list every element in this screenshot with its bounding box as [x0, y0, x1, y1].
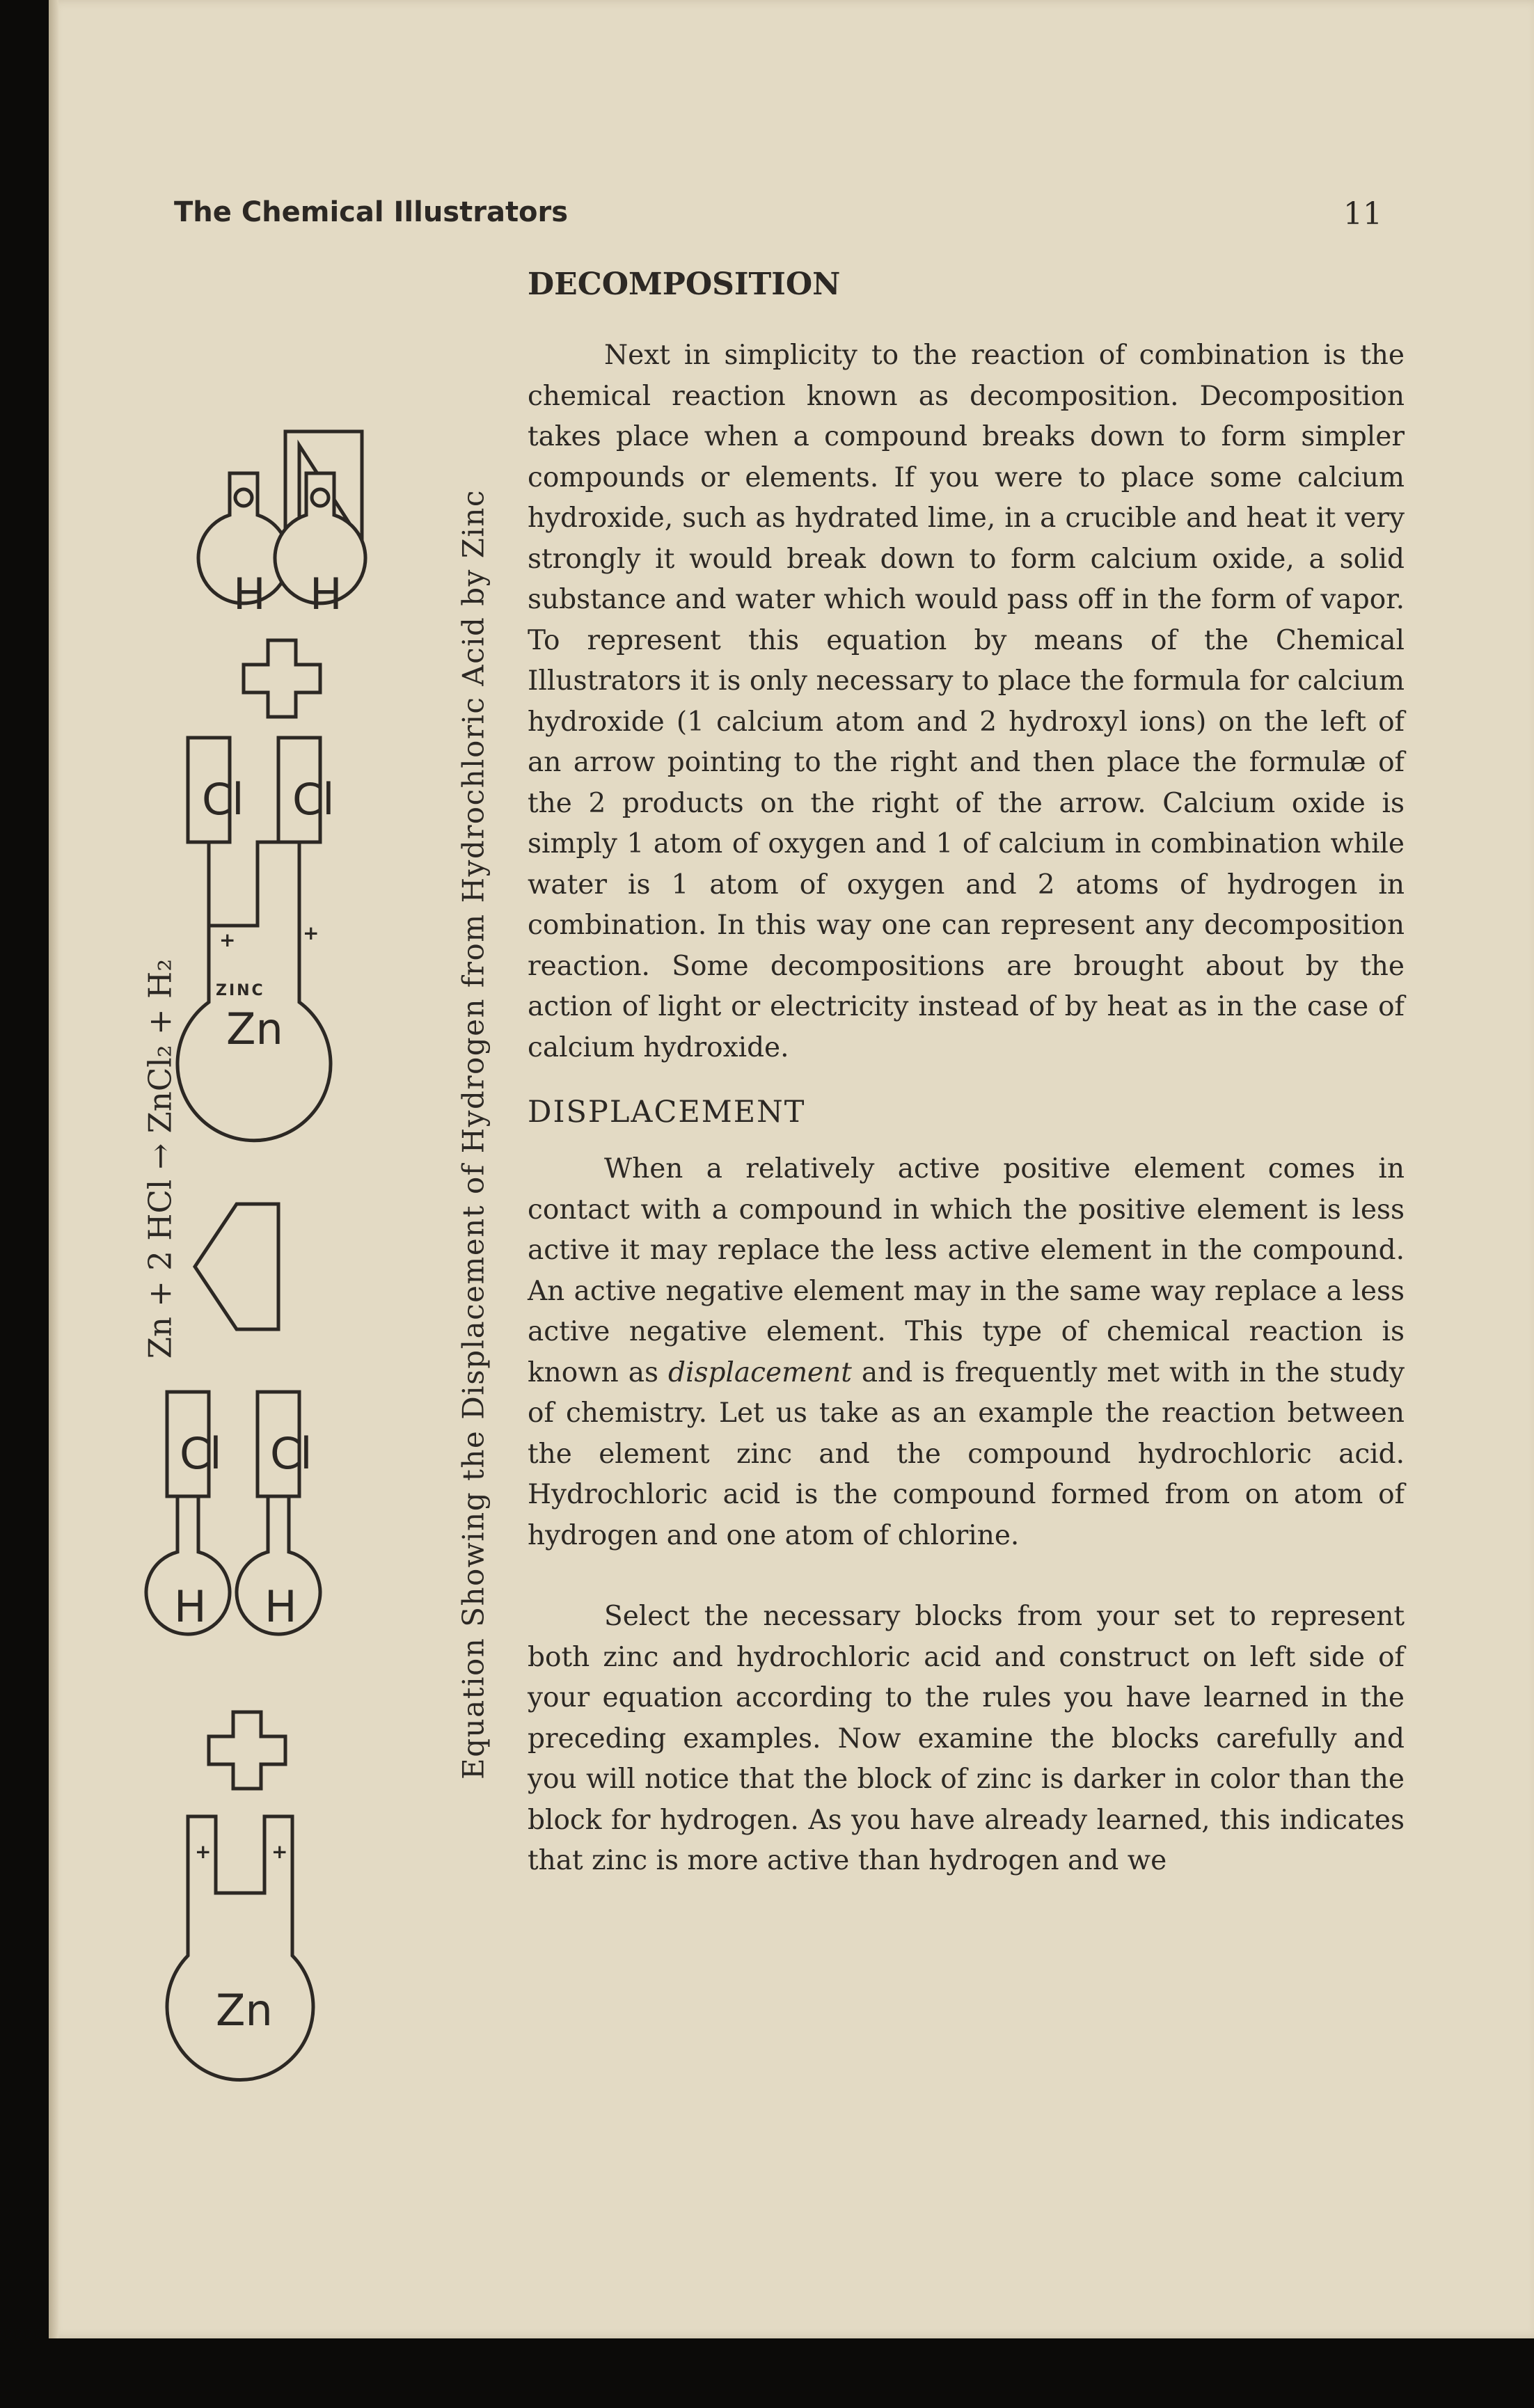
paragraph-displacement [528, 1149, 1405, 1556]
svg-text:Cl: Cl [180, 1428, 222, 1479]
body-text-column [528, 264, 1405, 1882]
svg-text:ZINC: ZINC [216, 982, 265, 999]
svg-text:H: H [233, 569, 266, 619]
svg-text:H: H [264, 1581, 297, 1632]
svg-text:+: + [195, 1840, 212, 1863]
displacement-text-after: and is frequently met with in the study of chemistry. Let us take as an example the reaction between the element zinc and the compound hydrochloric acid. Hydrochloric acid is the compound formed from on atom of hydrogen and one atom of chlorine. [528, 1356, 1405, 1551]
page-gutter-shadow [49, 0, 58, 2338]
paragraph-decomposition: Next in simplicity to the reaction of combination is the chemical reaction known as decomposition. Decomposition takes place when a compound breaks down to form simpler compounds or elements. If you were to place some calcium hydroxide, such as hydrated lime, in a crucible and heat it very strongly it would break down to form calcium oxide, a solid substance and water which would pass off in the form of vapor. To represent this equation by means of the Chemical Illustrators it is only necessary to place the formula for calcium hydroxide (1 calcium atom and 2 hydroxyl ions) on the left of an arrow pointing to the right and then place the formulæ of the 2 products on the right of the arrow. Calcium oxide is simply 1 atom of oxygen and 1 of calcium in combination while water is 1 atom of oxygen and 2 atoms of hydrogen in combination. In this way one can represent any decomposition reaction. Some decompositions are brought about by the action of light or electricity instead of by heat as in the case of calcium hydroxide. [528, 340, 1405, 1063]
svg-text:+: + [219, 928, 236, 951]
svg-text:Zn: Zn [226, 1004, 283, 1054]
zinc-chloride-product [177, 738, 335, 1141]
svg-text:Cl: Cl [270, 1428, 313, 1479]
svg-text:H: H [310, 569, 342, 619]
svg-text:H: H [174, 1581, 207, 1632]
reaction-arrow-block [195, 1204, 278, 1329]
page-number: 11 [1343, 196, 1382, 232]
svg-text:Zn: Zn [216, 1985, 273, 2036]
zinc-reactant [167, 1816, 313, 2080]
hydrochloric-acid-reactants [146, 1392, 320, 1634]
svg-text:+: + [271, 1840, 288, 1863]
plus-block-right [244, 640, 320, 717]
heading-decomposition: DECOMPOSITION [528, 267, 841, 302]
running-title: The Chemical Illustrators [174, 196, 569, 228]
svg-text:Cl: Cl [202, 774, 244, 825]
displacement-emphasis: displacement [668, 1356, 852, 1388]
figure-caption: Equation Showing the Displacement of Hydrogen from Hydrochloric Acid by Zinc [456, 489, 491, 1780]
equation-label: Zn + 2 HCl → ZnCl₂ + H₂ [141, 958, 179, 1359]
heading-displacement: DISPLACEMENT [528, 1095, 806, 1130]
paragraph-select-blocks: Select the necessary blocks from your set to represent both zinc and hydrochloric acid and construct on left side of your equation according to the rules you have learned in the preceding examples. Now examine the blocks carefully and you will notice that the block of zinc is darker in color than the block for hydrogen. As you have already learned, this indicates that zinc is more active than hydrogen and we [528, 1601, 1405, 1876]
svg-text:Cl: Cl [292, 774, 335, 825]
book-page [49, 0, 1534, 2338]
displacement-text-before: When a relatively active positive element comes in contact with a compound in which the positive element is less active it may replace the less active element in the compound. An active negative element may in the same way replace a less active negative element. This type of chemical reaction is known as [528, 1153, 1405, 1388]
svg-text:+: + [303, 921, 319, 944]
plus-block-left [209, 1712, 285, 1789]
